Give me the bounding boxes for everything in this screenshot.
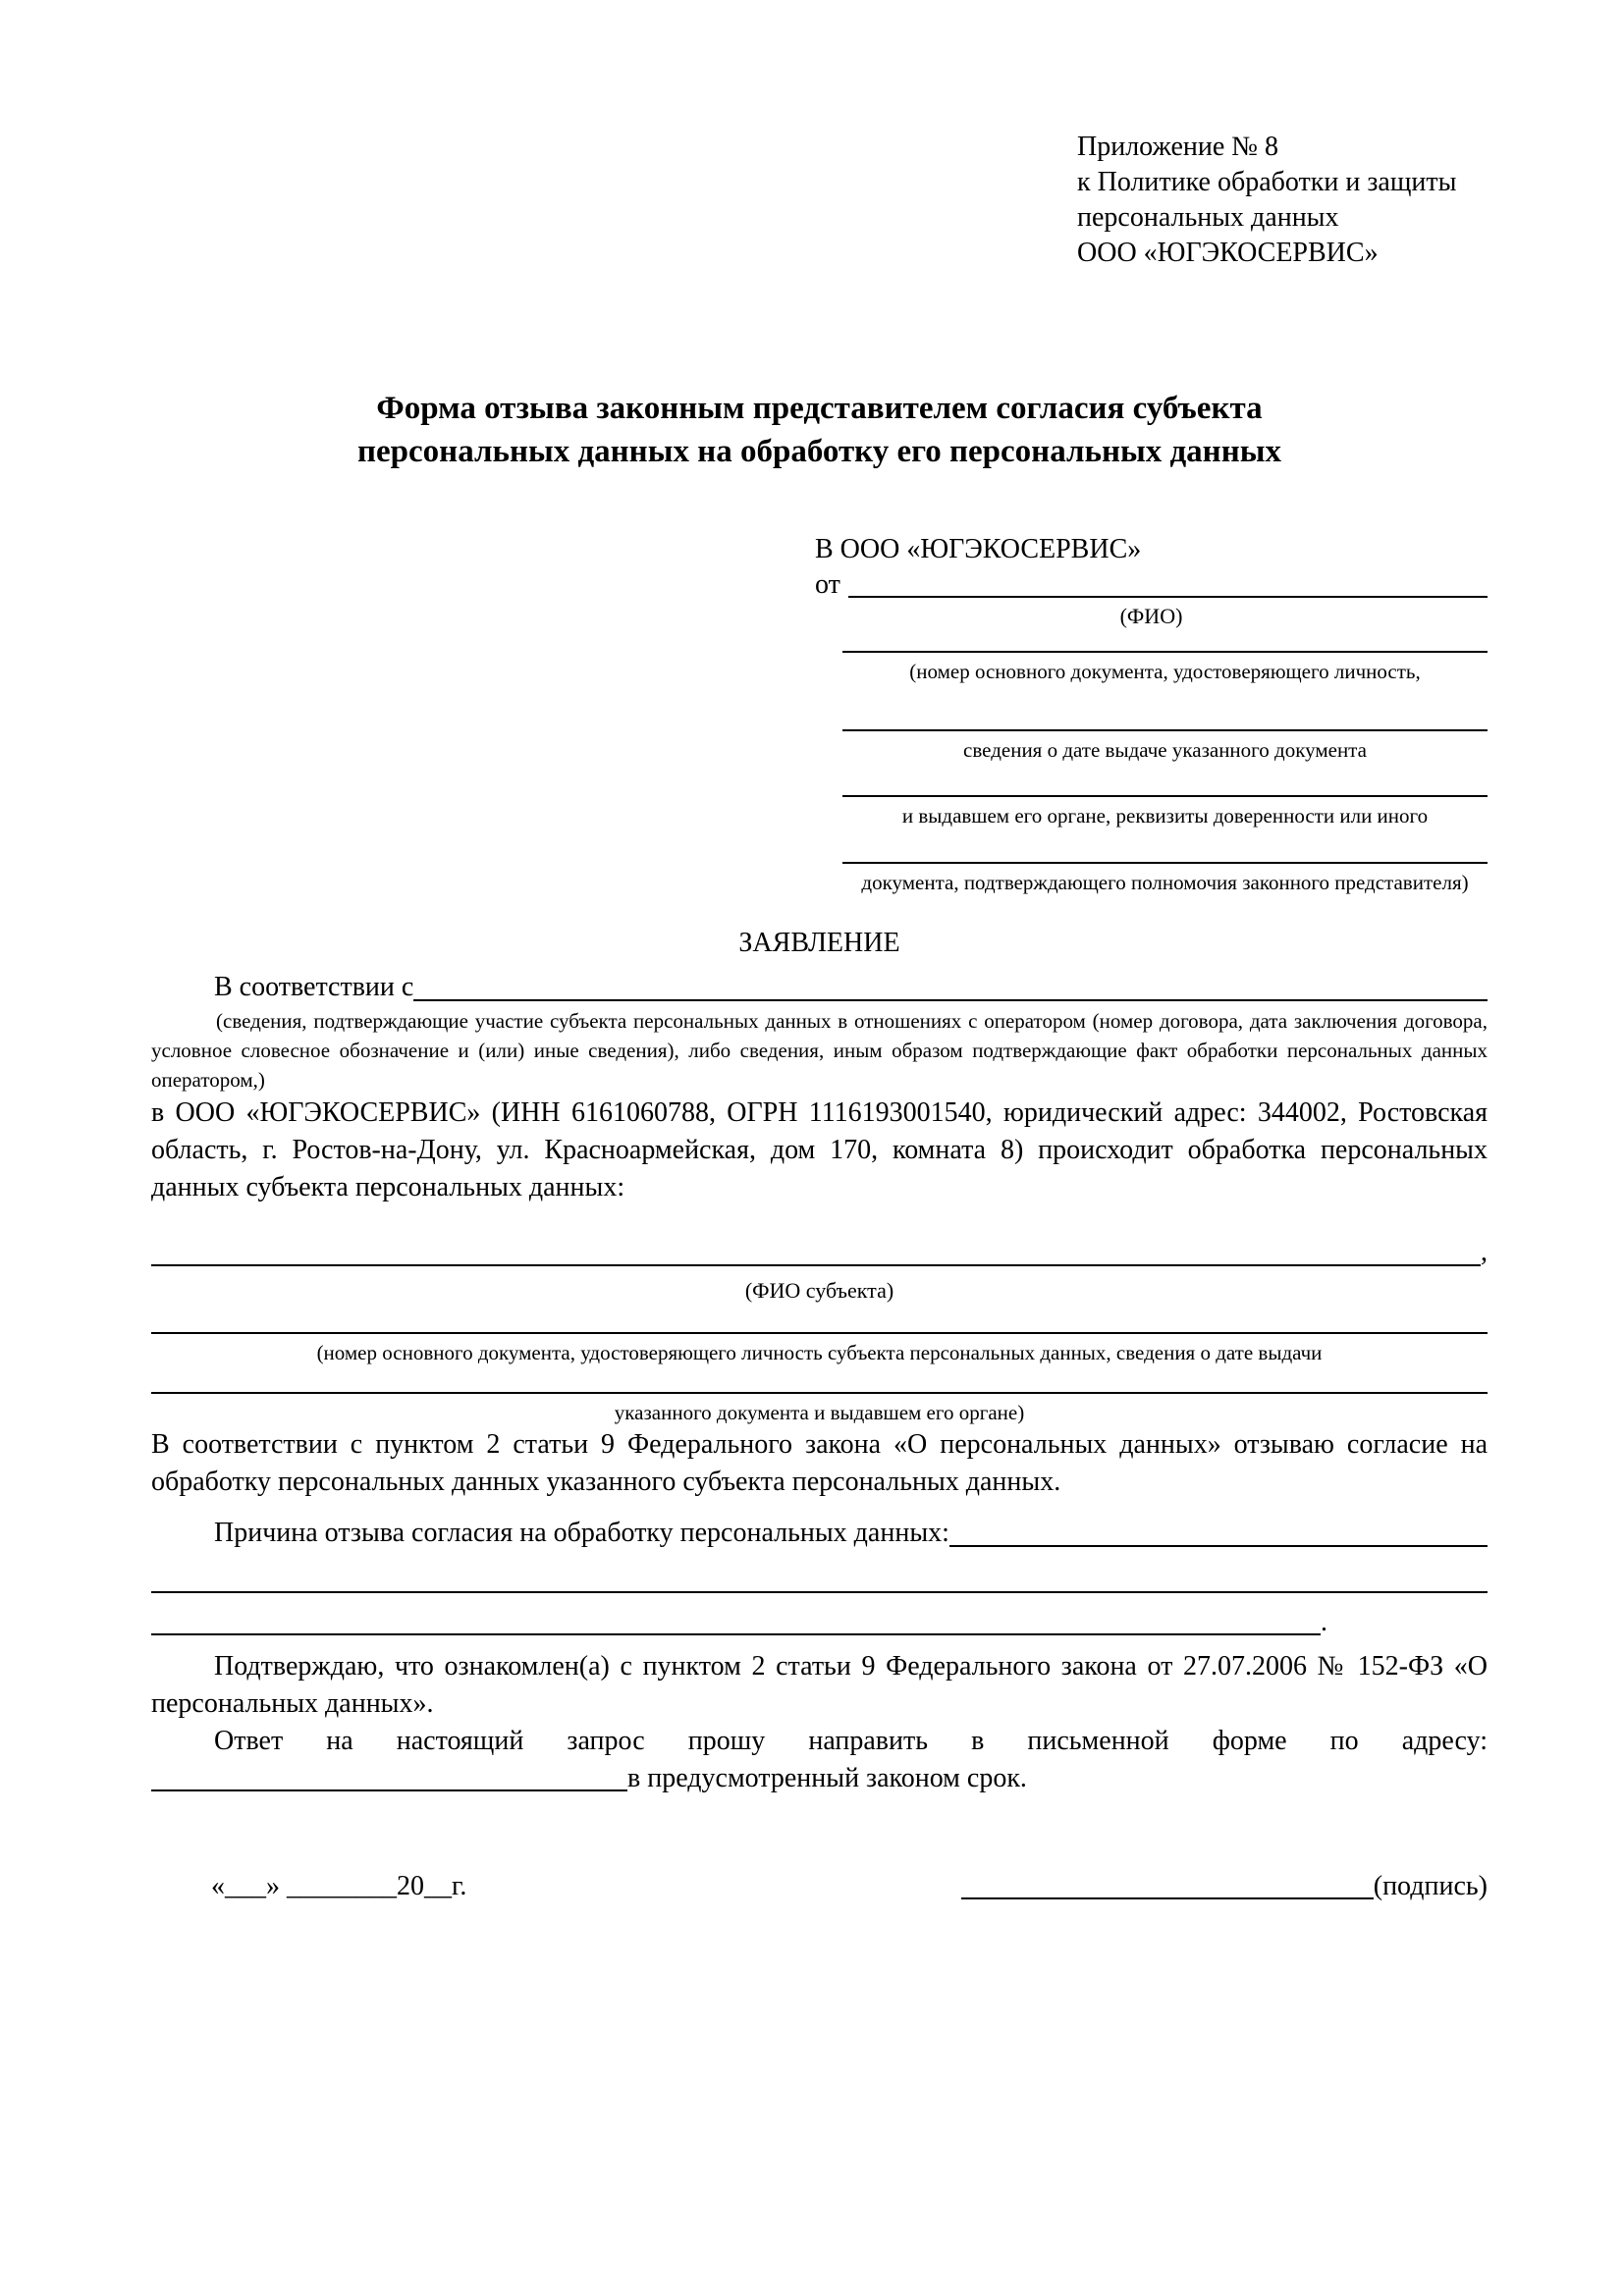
addressee-caption-1: (номер основного документа, удостоверяющего личность,	[909, 660, 1421, 683]
fill-in-line	[151, 1605, 1321, 1635]
addressee-block	[815, 532, 1488, 896]
annex-header	[1077, 130, 1488, 271]
fill-in-line	[842, 651, 1488, 653]
signature-block	[961, 1868, 1488, 1905]
annex-line-2: к Политике обработки и защиты	[1077, 167, 1457, 197]
in-accordance-label: В соответствии с	[214, 972, 414, 1002]
addressee-doc-group-1	[842, 651, 1488, 685]
operator-paragraph: в ООО «ЮГЭКОСЕРВИС» (ИНН 6161060788, ОГРН 1116193001540, юридический адрес: 344002, Ростовская область, г. Ростов-на-Дону, ул. Красноармейская, дом 170, комната 8) происходит обработка персональных данных субъекта персональных данных:	[151, 1097, 1488, 1202]
signature-fill-in-line	[961, 1868, 1374, 1899]
document-title-line-2: персональных данных на обработку его персональных данных	[357, 434, 1281, 469]
fio-caption: (ФИО)	[1119, 604, 1183, 628]
addressee-to: В ООО «ЮГЭКОСЕРВИС»	[815, 534, 1142, 564]
addressee-doc-group-3	[842, 795, 1488, 829]
doc-caption-line-2: указанного документа и выдавшем его органе)	[614, 1401, 1025, 1424]
document-title	[151, 387, 1488, 473]
annex-line-4: ООО «ЮГЭКОСЕРВИС»	[1077, 238, 1379, 268]
addressee-caption-3: и выдавшем его органе, реквизиты доверенности или иного	[901, 804, 1429, 828]
reply-paragraph: Ответ на настоящий запрос прошу направить в письменной форме по адресу:	[214, 1726, 1488, 1756]
annex-line-3: персональных данных	[1077, 202, 1339, 233]
fill-in-line	[413, 969, 1488, 1001]
addressee-from-row	[815, 567, 1488, 603]
fill-in-line	[949, 1515, 1488, 1547]
confirm-paragraph: Подтверждаю, что ознакомлен(а) с пунктом 2 статьи 9 Федерального закона от 27.07.2006 № 152-ФЗ «О персональных данных».	[151, 1651, 1488, 1719]
addressee-doc-group-2	[842, 729, 1488, 764]
fill-in-line	[842, 729, 1488, 731]
fio-subject-caption: (ФИО субъекта)	[744, 1278, 894, 1303]
addressee-caption-2: сведения о дате выдаче указанного документа	[963, 738, 1367, 762]
doc-caption-line-1: (номер основного документа, удостоверяющего личность субъекта персональных данных, сведения о дате выдачи	[316, 1341, 1323, 1364]
period-mark: .	[1321, 1607, 1327, 1637]
fine-print-note: (сведения, подтверждающие участие субъекта персональных данных в отношениях с оператором (номер договора, дата заключения договора, условное словесное обозначение и (или) иные сведения), либо сведения, иным образом подтверждающие факт обработки персональных данных оператором,)	[151, 1009, 1488, 1092]
reason-label: Причина отзыва согласия на обработку персональных данных:	[214, 1518, 949, 1548]
fill-in-line	[842, 795, 1488, 797]
fill-in-line	[151, 1332, 1488, 1334]
fill-in-line	[151, 1760, 627, 1791]
statement-heading: ЗАЯВЛЕНИЕ	[738, 928, 900, 958]
reply-tail-text: в предусмотренный законом срок.	[627, 1763, 1027, 1793]
reason-row	[151, 1515, 1488, 1552]
date-fill-in: «___» ________20__г.	[211, 1871, 467, 1901]
in-accordance-row	[151, 969, 1488, 1006]
fio-subject-comma: ,	[1481, 1237, 1488, 1267]
withdrawal-paragraph: В соответствии с пунктом 2 статьи 9 Федерального закона «О персональных данных» отзываю согласие на обработку персональных данных указанного субъекта персональных данных.	[151, 1429, 1488, 1497]
signature-caption: (подпись)	[1373, 1871, 1488, 1901]
fill-in-line	[842, 862, 1488, 864]
from-fill-in-line	[848, 567, 1488, 598]
fill-in-line	[151, 1234, 1481, 1266]
fill-in-line	[151, 1591, 1488, 1593]
reason-end-row	[151, 1605, 1488, 1640]
addressee-doc-group-4	[842, 862, 1488, 896]
annex-line-1: Приложение № 8	[1077, 132, 1278, 162]
from-label: от	[815, 569, 840, 600]
fill-in-line	[151, 1392, 1488, 1394]
footer-row	[151, 1868, 1488, 1905]
fio-subject-row	[151, 1234, 1488, 1271]
reply-address-row	[151, 1760, 1488, 1797]
addressee-caption-4: документа, подтверждающего полномочия законного представителя)	[861, 871, 1469, 894]
document-title-line-1: Форма отзыва законным представителем согласия субъекта	[376, 391, 1263, 426]
